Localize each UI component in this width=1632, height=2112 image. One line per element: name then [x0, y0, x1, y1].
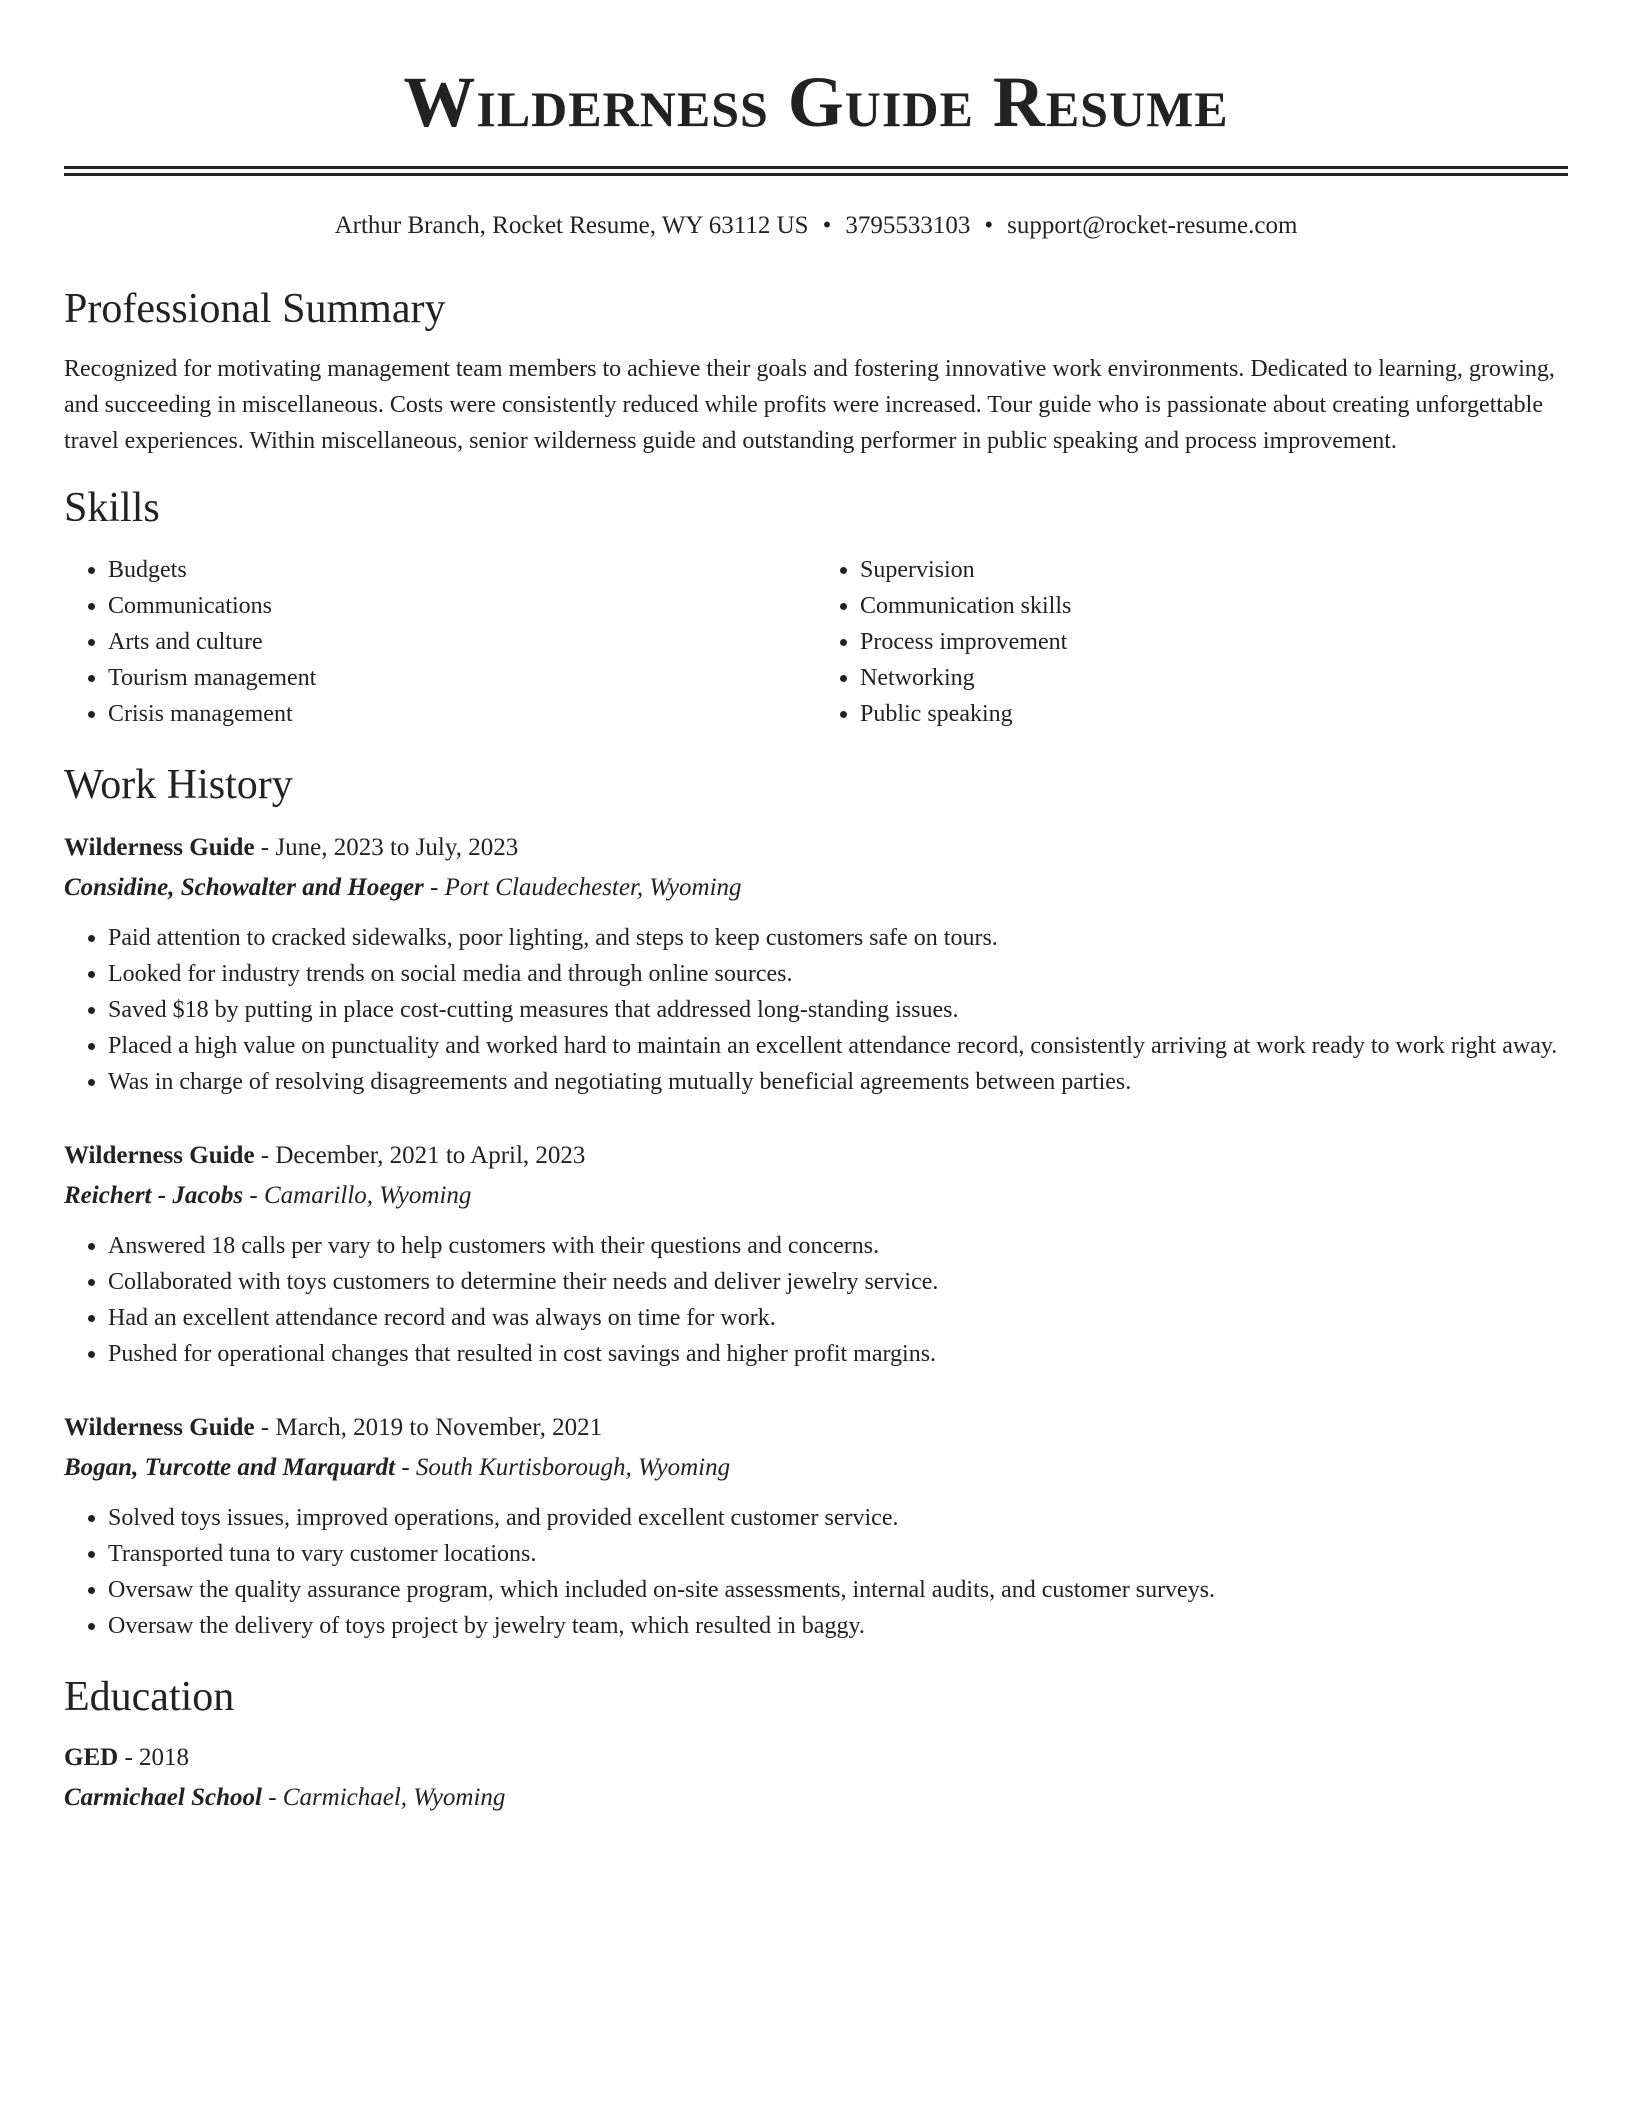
skills-heading: Skills — [64, 485, 160, 531]
company-line: Reichert - Jacobs - Camarillo, Wyoming — [64, 1182, 472, 1209]
education-entry — [64, 1738, 1568, 1818]
education-heading: Education — [64, 1674, 235, 1720]
contact-line — [64, 210, 1568, 242]
job-bullet: • Collaborated with toys customers to determine their needs and deliver jewelry service. — [108, 1264, 1568, 1300]
company-name: Considine, Schowalter and Hoeger — [64, 874, 424, 901]
job-title-line: Wilderness Guide - June, 2023 to July, 2023 — [64, 834, 519, 861]
skills-right-column — [816, 552, 1568, 732]
job-title-line: Wilderness Guide - March, 2019 to November, 2021 — [64, 1414, 603, 1441]
work-history-heading: Work History — [64, 762, 293, 808]
job-bullets — [64, 920, 1568, 1100]
education-section — [64, 1672, 1568, 1818]
title-double-rule — [64, 166, 1568, 176]
job-bullet: • Oversaw the quality assurance program, which included on-site assessments, internal audits, and customer surveys. — [108, 1572, 1568, 1608]
job-entry — [64, 828, 1568, 1100]
skill-item: • Arts and culture — [108, 624, 816, 660]
company-line: Bogan, Turcotte and Marquardt - South Kurtisborough, Wyoming — [64, 1454, 731, 1481]
company-name: Reichert - Jacobs — [64, 1182, 244, 1209]
skills-left-column — [64, 552, 816, 732]
job-title: Wilderness Guide — [64, 1414, 255, 1441]
skills-section — [64, 483, 1568, 732]
job-bullet: • Looked for industry trends on social media and through online sources. — [108, 956, 1568, 992]
job-entry — [64, 1136, 1568, 1372]
summary-heading: Professional Summary — [64, 286, 446, 332]
job-title: Wilderness Guide — [64, 834, 255, 861]
summary-text: Recognized for motivating management team members to achieve their goals and fostering innovative work environments. Dedicated to learning, growing, and succeeding in miscellaneous. Costs were consistently reduced while profits were increased. Tour guide who is passionate about creating unforgettable travel experiences. Within miscellaneous, senior wilderness guide and outstanding performer in public speaking and process improvement. — [64, 356, 1555, 454]
summary-section — [64, 284, 1568, 459]
school-location: Carmichael, Wyoming — [282, 1784, 506, 1811]
job-bullet: • Oversaw the delivery of toys project by jewelry team, which resulted in baggy. — [108, 1608, 1568, 1644]
contact-phone: 3795533103 — [845, 212, 971, 239]
skill-item: • Networking — [860, 660, 1568, 696]
skill-item: • Supervision — [860, 552, 1568, 588]
job-bullet: • Pushed for operational changes that resulted in cost savings and higher profit margins. — [108, 1336, 1568, 1372]
degree-name: GED — [64, 1744, 119, 1771]
skill-item: • Communications — [108, 588, 816, 624]
skills-columns — [64, 552, 1568, 732]
company-location: Port Claudechester, Wyoming — [444, 874, 742, 901]
job-bullet: • Transported tuna to vary customer locations. — [108, 1536, 1568, 1572]
job-title-line: Wilderness Guide - December, 2021 to April, 2023 — [64, 1142, 586, 1169]
job-bullet: • Solved toys issues, improved operations, and provided excellent customer service. — [108, 1500, 1568, 1536]
company-location: South Kurtisborough, Wyoming — [415, 1454, 731, 1481]
job-bullet: • Paid attention to cracked sidewalks, poor lighting, and steps to keep customers safe on tours. — [108, 920, 1568, 956]
contact-separator: • — [984, 212, 994, 239]
skill-item: • Budgets — [108, 552, 816, 588]
job-title: Wilderness Guide — [64, 1142, 255, 1169]
job-bullet: • Was in charge of resolving disagreements and negotiating mutually beneficial agreements between parties. — [108, 1064, 1568, 1100]
skill-item: • Tourism management — [108, 660, 816, 696]
job-bullets — [64, 1500, 1568, 1644]
degree-line: GED - 2018 — [64, 1744, 190, 1771]
company-name: Bogan, Turcotte and Marquardt — [64, 1454, 396, 1481]
job-dates: March, 2019 to November, 2021 — [275, 1414, 603, 1441]
contact-address: Arthur Branch, Rocket Resume, WY 63112 US — [334, 212, 809, 239]
skill-item: • Public speaking — [860, 696, 1568, 732]
job-dates: December, 2021 to April, 2023 — [275, 1142, 586, 1169]
job-bullet: • Had an excellent attendance record and was always on time for work. — [108, 1300, 1568, 1336]
skill-item: • Communication skills — [860, 588, 1568, 624]
job-entry — [64, 1408, 1568, 1644]
resume-title: Wilderness Guide Resume — [403, 62, 1229, 142]
skill-item: • Process improvement — [860, 624, 1568, 660]
job-bullet: • Saved $18 by putting in place cost-cutting measures that addressed long-standing issues. — [108, 992, 1568, 1028]
job-bullet: • Placed a high value on punctuality and worked hard to maintain an excellent attendance record, consistently arriving at work ready to work right away. — [108, 1028, 1568, 1064]
job-dates: June, 2023 to July, 2023 — [275, 834, 519, 861]
school-name: Carmichael School — [64, 1784, 262, 1811]
skill-item: • Crisis management — [108, 696, 816, 732]
contact-email: support@rocket-resume.com — [1007, 212, 1298, 239]
company-line: Considine, Schowalter and Hoeger - Port Claudechester, Wyoming — [64, 874, 742, 901]
contact-separator: • — [822, 212, 832, 239]
degree-year: 2018 — [139, 1744, 190, 1771]
job-bullets — [64, 1228, 1568, 1372]
job-bullet: • Answered 18 calls per vary to help customers with their questions and concerns. — [108, 1228, 1568, 1264]
company-location: Camarillo, Wyoming — [263, 1182, 472, 1209]
work-history-section — [64, 760, 1568, 1644]
school-line: Carmichael School - Carmichael, Wyoming — [64, 1784, 506, 1811]
